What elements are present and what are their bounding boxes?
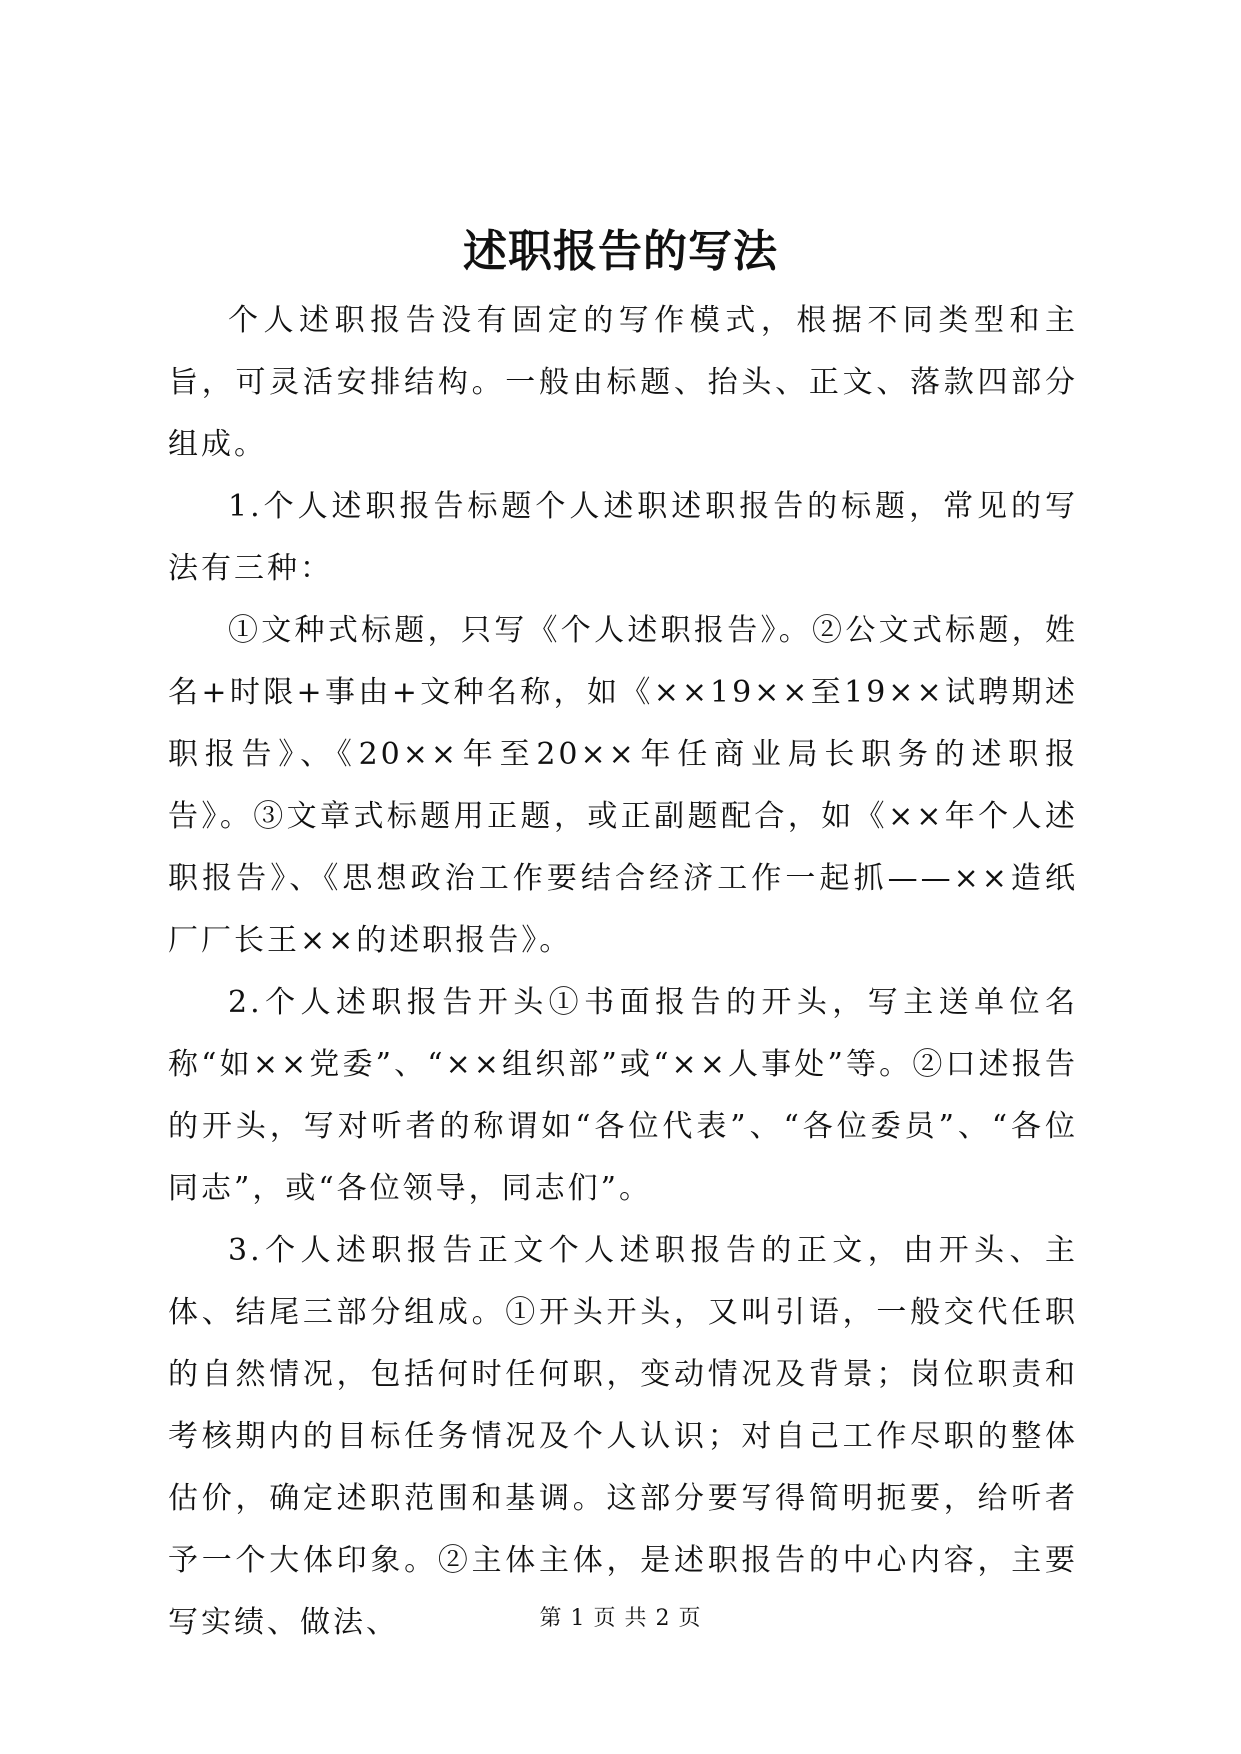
page-number-footer: 第 1 页 共 2 页 [539, 1606, 702, 1631]
paragraph-title-section: 1.个人述职报告标题个人述职述职报告的标题，常见的写法有三种： [168, 489, 1078, 586]
document-title: 述职报告的写法 [463, 226, 778, 277]
paragraph-intro: 个人述职报告没有固定的写作模式，根据不同类型和主旨，可灵活安排结构。一般由标题、抬头、正文、落款四部分组成。 [168, 303, 1078, 462]
paragraph-opening-section: 2.个人述职报告开头①书面报告的开头，写主送单位名称“如××党委”、“××组织部”或“××人事处”等。②口述报告的开头，写对听者的称谓如“各位代表”、“各位委员”、“各位同志”，或“各位领导，同志们”。 [168, 985, 1078, 1206]
paragraph-body-section: 3.个人述职报告正文个人述职报告的正文，由开头、主体、结尾三部分组成。①开头开头，又叫引语，一般交代任职的自然情况，包括何时任何职，变动情况及背景；岗位职责和考核期内的目标任务情况及个人认识；对自己工作尽职的整体估价，确定述职范围和基调。这部分要写得简明扼要，给听者予一个大体印象。②主体主体，是述职报告的中心内容，主要写实绩、做法、 [168, 1233, 1078, 1640]
paragraph-title-types: ①文种式标题，只写《个人述职报告》。②公文式标题，姓名+时限+事由+文种名称，如《××19××至19××试聘期述职报告》、《20××年至20××年任商业局长职务的述职报告》。③文章式标题用正题，或正副题配合，如《××年个人述职报告》、《思想政治工作要结合经济工作一起抓——××造纸厂厂长王××的述职报告》。 [168, 613, 1078, 958]
document-body [168, 290, 1078, 1654]
